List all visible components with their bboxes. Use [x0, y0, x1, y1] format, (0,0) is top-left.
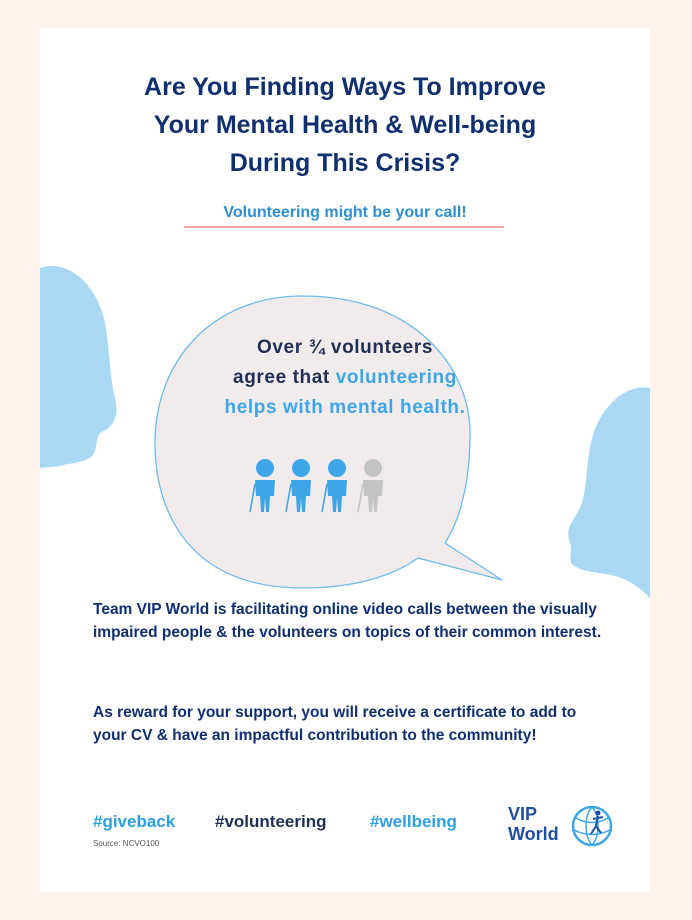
bubble-line-3: helps with mental health.: [224, 397, 466, 418]
title-line-3: During This Crisis?: [229, 149, 461, 177]
bubble-text: [100, 333, 590, 423]
subtitle: Volunteering might be your call!: [223, 204, 467, 221]
bubble-line-1: Over ¾ volunteers: [257, 337, 433, 358]
bubble-line-2-highlight: volunteering: [335, 367, 457, 388]
hashtag-volunteering: #volunteering: [215, 812, 327, 831]
subtitle-underline: [184, 226, 504, 228]
poster-card: [40, 28, 650, 892]
illustration: [40, 258, 650, 598]
vip-world-logo: [508, 804, 559, 844]
body-paragraph-1: Team VIP World is facilitating online video calls between the visually impaired people & the volunteers on topics of their common interest.: [93, 601, 602, 641]
logo-line-1: VIP: [508, 804, 538, 824]
title-line-1: Are You Finding Ways To Improve: [144, 73, 546, 101]
hashtag-wellbeing: #wellbeing: [370, 812, 457, 831]
hashtag-giveback: #giveback: [93, 812, 176, 831]
globe-icon: [560, 802, 618, 854]
bubble-line-2: [100, 363, 590, 393]
logo-line-2: World: [508, 824, 559, 844]
page-title: [40, 68, 650, 182]
title-line-2: Your Mental Health & Well-being: [153, 111, 537, 139]
bubble-line-2-dark: agree that: [233, 367, 336, 388]
body-paragraph-2: As reward for your support, you will receive a certificate to add to your CV & have an impactful contribution to the community!: [93, 704, 577, 744]
source-note: Source: NCVO100: [93, 839, 160, 848]
